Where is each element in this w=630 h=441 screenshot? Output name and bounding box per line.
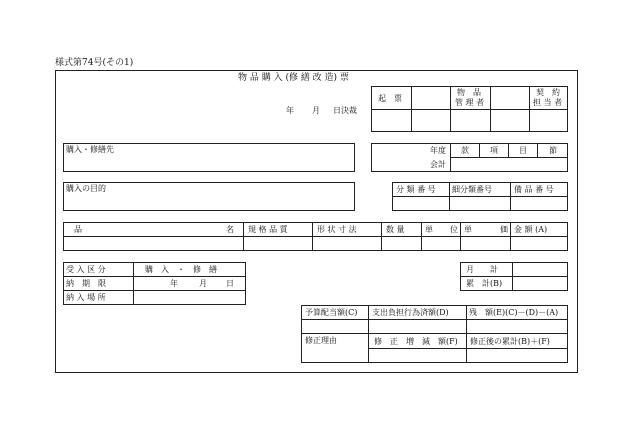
kikaku-label: 規 格 品 質 bbox=[248, 225, 288, 234]
tanka-left: 単 bbox=[464, 225, 472, 234]
zangaku-label: 残 額(E)(C)－(D)－(A) bbox=[469, 308, 559, 317]
nendo-label: 年度 bbox=[430, 146, 446, 155]
kanrisha-bottom: 管 理 者 bbox=[455, 98, 485, 107]
kingaku-label: 金 額 (A) bbox=[514, 225, 548, 234]
kanrisha-top: 物 品 bbox=[457, 88, 481, 97]
tantou-bottom: 担 当 者 bbox=[533, 98, 563, 107]
bihin-label: 備 品 番 号 bbox=[514, 185, 554, 194]
ukeire-value: 購 入 ・ 修 繕 bbox=[145, 265, 217, 274]
hinmei-right: 名 bbox=[226, 225, 234, 234]
i-label: 位 bbox=[450, 225, 458, 234]
zougen-label: 修 正 増 減 額(F) bbox=[374, 337, 458, 346]
supplier-label: 購入・修繕先 bbox=[66, 145, 114, 154]
purpose-field[interactable] bbox=[63, 182, 355, 211]
hinmei-left: 品 bbox=[74, 225, 82, 234]
decision-year: 年 bbox=[286, 106, 294, 115]
suryo-label: 数 量 bbox=[386, 225, 405, 234]
ukeire-label: 受 入 区 分 bbox=[66, 265, 106, 274]
decision-day: 日決裁 bbox=[333, 106, 357, 115]
kou-label: 項 bbox=[490, 146, 498, 155]
bunrui-label: 分 類 番 号 bbox=[396, 185, 436, 194]
tan-label: 単 bbox=[425, 225, 433, 234]
moku-label: 目 bbox=[519, 146, 527, 155]
noki-year: 年 bbox=[170, 279, 178, 288]
kaikei-label: 会計 bbox=[430, 160, 446, 169]
saibunrui-label: 細分類番号 bbox=[452, 185, 492, 194]
tanka-right: 価 bbox=[500, 225, 508, 234]
noki-month: 月 bbox=[199, 279, 207, 288]
setsu-label: 節 bbox=[549, 146, 557, 155]
kan-label: 款 bbox=[461, 146, 469, 155]
kihyo-label: 起 票 bbox=[378, 94, 402, 103]
ruikei-label: 累 計(B) bbox=[466, 279, 503, 288]
noki-day: 日 bbox=[226, 279, 234, 288]
decision-month: 月 bbox=[312, 106, 320, 115]
yosan-label: 予算配当額(C) bbox=[305, 308, 358, 317]
keijo-label: 形 状 寸 法 bbox=[317, 225, 357, 234]
ruikei-after-label: 修正後の累計(B)＋(F) bbox=[470, 337, 550, 346]
noki-label: 納 期 限 bbox=[66, 279, 106, 288]
shishutsu-label: 支出負担行為済額(D) bbox=[372, 308, 449, 317]
tantou-top: 契 約 bbox=[536, 88, 560, 97]
form-number: 様式第74号(その1) bbox=[55, 58, 134, 68]
riyu-label: 修正理由 bbox=[305, 336, 337, 345]
form-title: 物 品 購 入 (修 繕 改 造) 票 bbox=[238, 73, 349, 83]
getsukei-label: 月 計 bbox=[466, 265, 498, 274]
nonyu-label: 納 入 場 所 bbox=[66, 293, 106, 302]
purpose-label: 購入の目的 bbox=[66, 184, 106, 193]
